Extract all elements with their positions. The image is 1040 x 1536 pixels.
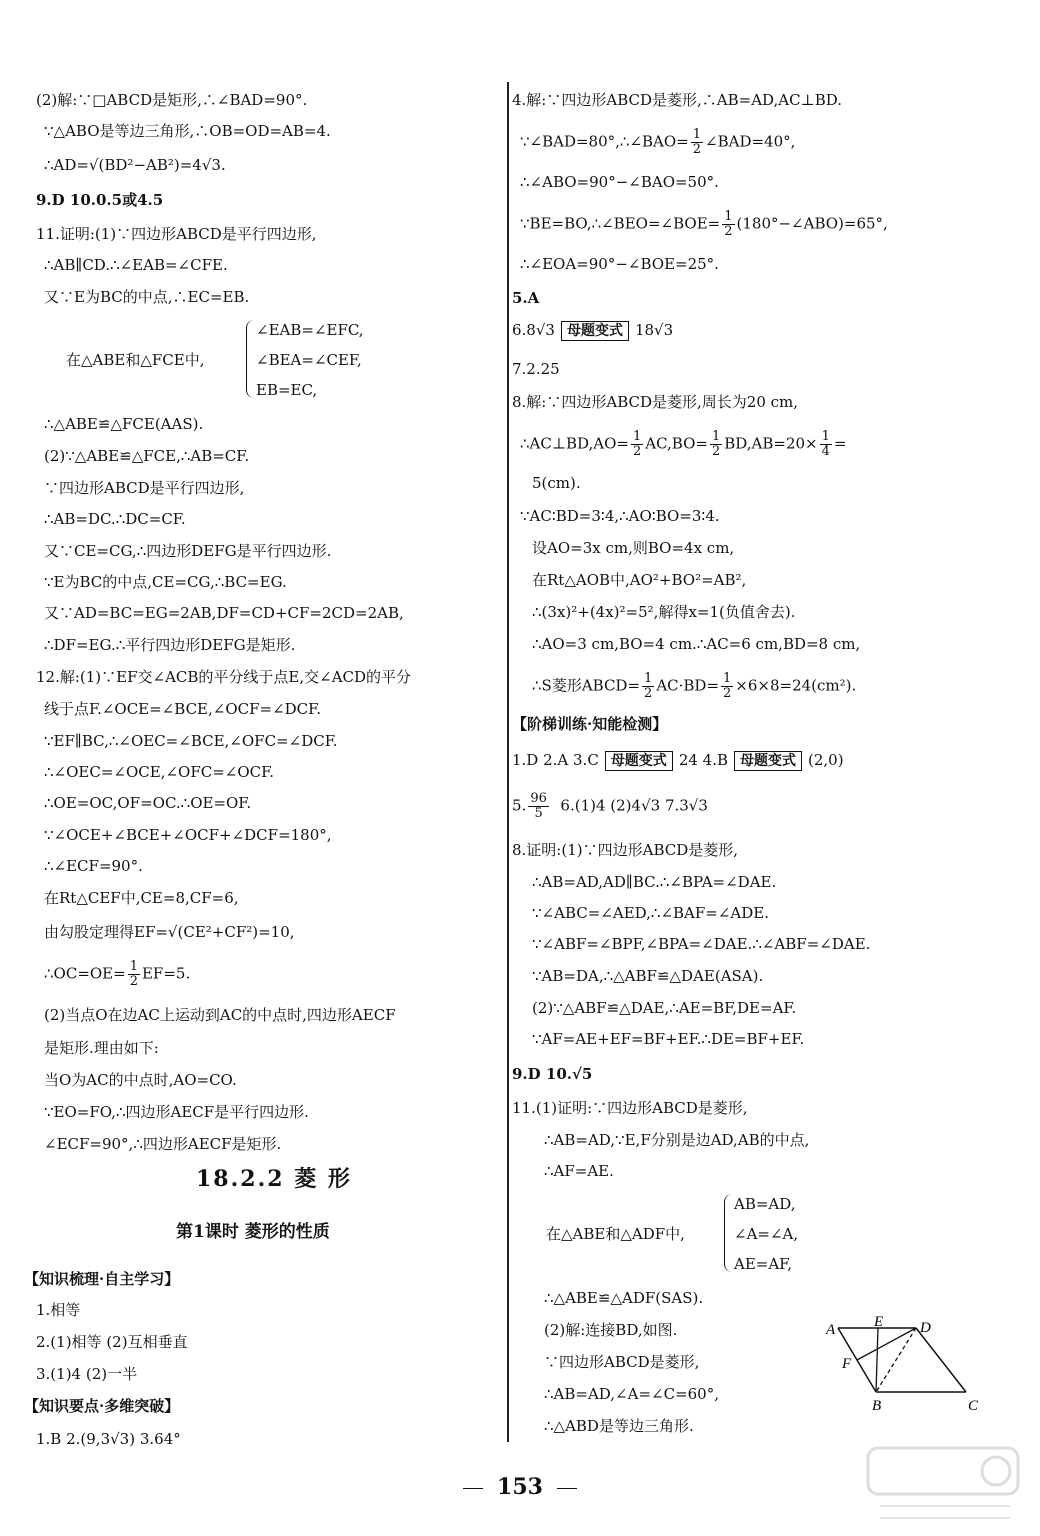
numerator: 1 xyxy=(632,429,642,444)
text: 6.8√3 xyxy=(512,321,555,339)
line: ∵E为BC的中点,CE=CG,∴BC=EG. xyxy=(44,573,287,591)
line: ∴AB=AD,∵E,F分别是边AD,AB的中点, xyxy=(544,1131,810,1149)
line: ∴AB=DC.∴DC=CF. xyxy=(44,510,186,528)
line: 8.解:∵四边形ABCD是菱形,周长为20 cm, xyxy=(512,393,799,411)
variant-badge: 母题变式 xyxy=(734,751,802,771)
segment-EB xyxy=(876,1328,878,1392)
subsection-label: 【知识梳理·自主学习】 xyxy=(24,1270,180,1288)
line: 3.(1)4 (2)一半 xyxy=(36,1365,138,1383)
line xyxy=(520,210,888,239)
vertex-label-C: C xyxy=(968,1398,979,1414)
line: 1.B 2.(9,3√3) 3.64° xyxy=(36,1430,181,1448)
variant-badge: 母题变式 xyxy=(561,321,629,341)
numerator: 1 xyxy=(821,429,830,444)
line: 2.(1)相等 (2)互相垂直 xyxy=(36,1333,188,1351)
subsection-label: 【阶梯训练·知能检测】 xyxy=(512,715,668,733)
line: ∵∠ABC=∠AED,∴∠BAF=∠ADE. xyxy=(532,904,769,922)
line: 由勾股定理得EF=√(CE²+CF²)=10, xyxy=(44,923,295,941)
denominator: 5 xyxy=(534,806,543,821)
variant-badge: 母题变式 xyxy=(605,751,673,771)
vertex-label-A: A xyxy=(826,1322,836,1338)
fraction xyxy=(631,430,643,459)
line: 4.解:∵四边形ABCD是菱形,∴AB=AD,AC⊥BD. xyxy=(512,91,842,109)
line: ∴∠ABO=90°−∠BAO=50°. xyxy=(520,173,719,191)
text: (180°−∠ABO)=65°, xyxy=(736,214,888,233)
line xyxy=(532,672,856,701)
fraction xyxy=(642,672,654,701)
line: ∵∠ABF=∠BPF,∠BPA=∠DAE.∴∠ABF=∠DAE. xyxy=(532,935,871,953)
text: ∠BAD=40°, xyxy=(705,132,796,151)
text: AC,BO= xyxy=(645,434,708,453)
numerator: 1 xyxy=(711,429,721,444)
text: BD,AB=20× xyxy=(724,434,818,453)
line xyxy=(44,960,190,989)
line: ∠EAB=∠EFC, xyxy=(256,321,364,339)
watermark-logo xyxy=(860,1440,1030,1530)
denominator: 2 xyxy=(129,974,138,989)
column-divider xyxy=(507,82,509,1442)
vertex-label-F: F xyxy=(842,1356,852,1372)
line: ∵AB=DA,∴△ABF≌△DAE(ASA). xyxy=(532,967,764,985)
line: ∵AF=AE+EF=BF+EF.∴DE=BF+EF. xyxy=(532,1030,805,1048)
text: ∴S菱形ABCD= xyxy=(532,676,641,695)
line: 在Rt△AOB中,AO²+BO²=AB², xyxy=(532,571,747,589)
segment-BD xyxy=(876,1328,916,1392)
line: ∴∠ECF=90°. xyxy=(44,857,143,875)
text: 18√3 xyxy=(634,321,674,339)
line: ∴AO=3 cm,BO=4 cm.∴AC=6 cm,BD=8 cm, xyxy=(532,635,861,653)
line: 9.D 10.0.5或4.5 xyxy=(36,191,164,209)
section-heading: 18.2.2 菱 形 xyxy=(196,1166,352,1192)
denominator: 2 xyxy=(644,686,653,701)
line: ∵△ABO是等边三角形,∴OB=OD=AB=4. xyxy=(44,122,331,140)
text: 1.D 2.A 3.C xyxy=(512,751,599,769)
line: 在△ABE和△ADF中, xyxy=(546,1225,685,1243)
line: ∠BEA=∠CEF, xyxy=(256,351,362,369)
line xyxy=(520,430,846,459)
line: ∵AC∶BD=3∶4,∴AO∶BO=3∶4. xyxy=(520,507,720,525)
line: ∠ECF=90°,∴四边形AECF是矩形. xyxy=(44,1135,282,1153)
brace xyxy=(724,1194,733,1272)
line: ∵四边形ABCD是菱形, xyxy=(544,1353,700,1371)
line: ∴△ABD是等边三角形. xyxy=(544,1417,694,1435)
line: ∴△ABE≌△FCE(AAS). xyxy=(44,415,204,433)
segment-FD xyxy=(857,1328,916,1360)
text: (2,0) xyxy=(808,751,844,769)
line xyxy=(512,792,708,821)
denominator: 2 xyxy=(711,444,721,459)
lesson-heading: 第1课时 菱形的性质 xyxy=(176,1222,330,1242)
line: 在Rt△CEF中,CE=8,CF=6, xyxy=(44,889,239,907)
text: ×6×8=24(cm²). xyxy=(735,676,857,695)
watermark-frame xyxy=(868,1448,1018,1494)
text: 6.(1)4 (2)4√3 7.3√3 xyxy=(560,796,708,815)
line: ∴AB=AD,AD∥BC.∴∠BPA=∠DAE. xyxy=(532,873,777,891)
rhombus-figure xyxy=(816,1316,982,1428)
vertex-label-E: E xyxy=(874,1316,884,1330)
line: 9.D 10.√5 xyxy=(512,1065,593,1083)
line: EB=EC, xyxy=(256,381,318,399)
text: 5. xyxy=(512,796,527,815)
text: 24 4.B xyxy=(678,751,729,769)
line: 5(cm). xyxy=(532,474,581,492)
line: ∴(3x)²+(4x)²=5²,解得x=1(负值舍去). xyxy=(532,603,796,621)
line: ∠A=∠A, xyxy=(734,1225,799,1243)
denominator: 2 xyxy=(724,224,733,239)
subsection-label: 【知识要点·多维突破】 xyxy=(24,1397,180,1415)
vertex-label-B: B xyxy=(872,1398,882,1414)
fraction xyxy=(722,210,734,239)
text: ∴AC⊥BD,AO= xyxy=(520,434,629,453)
text: ∵∠BAD=80°,∴∠BAO= xyxy=(520,132,689,151)
line: 设AO=3x cm,则BO=4x cm, xyxy=(532,539,735,557)
line: ∴∠EOA=90°−∠BOE=25°. xyxy=(520,255,719,273)
line: 又∵AD=BC=EG=2AB,DF=CD+CF=2CD=2AB, xyxy=(44,604,404,622)
text: = xyxy=(833,434,847,453)
line: (2)当点O在边AC上运动到AC的中点时,四边形AECF xyxy=(44,1006,396,1024)
line: 11.证明:(1)∵四边形ABCD是平行四边形, xyxy=(36,225,317,243)
line: ∵EF∥BC,∴∠OEC=∠BCE,∠OFC=∠DCF. xyxy=(44,732,338,750)
line: ∵四边形ABCD是平行四边形, xyxy=(44,479,245,497)
numerator: 1 xyxy=(724,209,733,224)
line: (2)∵△ABE≌△FCE,∴AB=CF. xyxy=(44,447,250,465)
line: ∴AF=AE. xyxy=(544,1162,614,1180)
line: ∵EO=FO,∴四边形AECF是平行四边形. xyxy=(44,1103,309,1121)
line: ∴AD=√(BD²−AB²)=4√3. xyxy=(44,156,226,174)
text: EF=5. xyxy=(141,964,191,983)
line xyxy=(520,128,795,157)
line: 11.(1)证明:∵四边形ABCD是菱形, xyxy=(512,1099,748,1117)
fraction xyxy=(721,672,733,701)
line xyxy=(512,750,844,771)
denominator: 2 xyxy=(692,142,702,157)
text: ∴OC=OE= xyxy=(44,964,126,983)
line: (2)解:∵□ABCD是矩形,∴∠BAD=90°. xyxy=(36,91,308,109)
fraction xyxy=(820,430,832,459)
denominator: 4 xyxy=(821,444,830,459)
line: 8.证明:(1)∵四边形ABCD是菱形, xyxy=(512,841,739,859)
line: ∴AB∥CD.∴∠EAB=∠CFE. xyxy=(44,256,228,274)
fraction xyxy=(710,430,722,459)
line: (2)解:连接BD,如图. xyxy=(544,1321,678,1339)
numerator: 1 xyxy=(692,127,702,142)
watermark-circle xyxy=(982,1457,1010,1485)
text: AC·BD= xyxy=(656,676,720,695)
text: ∵BE=BO,∴∠BEO=∠BOE= xyxy=(520,214,721,233)
line: (2)∵△ABF≌△DAE,∴AE=BF,DE=AF. xyxy=(532,999,797,1017)
vertex-label-D: D xyxy=(920,1320,931,1336)
denominator: 2 xyxy=(632,444,642,459)
denominator: 2 xyxy=(723,686,732,701)
fraction xyxy=(128,960,140,989)
line: AE=AF, xyxy=(734,1255,793,1273)
line: 又∵CE=CG,∴四边形DEFG是平行四边形. xyxy=(44,542,332,560)
line: 是矩形.理由如下: xyxy=(44,1039,159,1057)
dash xyxy=(557,1488,577,1489)
dash xyxy=(463,1488,483,1489)
line: ∴AB=AD,∠A=∠C=60°, xyxy=(544,1385,719,1403)
line: 7.2.25 xyxy=(512,360,560,378)
line: 5.A xyxy=(512,289,540,307)
line: 1.相等 xyxy=(36,1301,81,1319)
fraction xyxy=(528,792,549,821)
numerator: 1 xyxy=(644,671,653,686)
numerator: 96 xyxy=(530,791,547,806)
segment-DC xyxy=(916,1328,966,1392)
line: ∴DF=EG.∴平行四边形DEFG是矩形. xyxy=(44,636,296,654)
line xyxy=(512,320,673,341)
line: AB=AD, xyxy=(734,1195,796,1213)
numerator: 1 xyxy=(129,959,138,974)
numerator: 1 xyxy=(723,671,732,686)
page-number-text: 153 xyxy=(497,1474,543,1500)
line: ∴△ABE≌△ADF(SAS). xyxy=(544,1289,704,1307)
line: 又∵E为BC的中点,∴EC=EB. xyxy=(44,288,250,306)
brace xyxy=(246,320,255,398)
line: ∴∠OEC=∠OCE,∠OFC=∠OCF. xyxy=(44,763,274,781)
line: 12.解:(1)∵EF交∠ACB的平分线于点E,交∠ACD的平分 xyxy=(36,668,412,686)
line: 当O为AC的中点时,AO=CO. xyxy=(44,1071,237,1089)
line: 线于点F.∠OCE=∠BCE,∠OCF=∠DCF. xyxy=(44,700,321,718)
fraction xyxy=(691,128,703,157)
line: ∵∠OCE+∠BCE+∠OCF+∠DCF=180°, xyxy=(44,826,332,844)
line: ∴OE=OC,OF=OC.∴OE=OF. xyxy=(44,794,252,812)
line: 在△ABE和△FCE中, xyxy=(66,351,205,369)
